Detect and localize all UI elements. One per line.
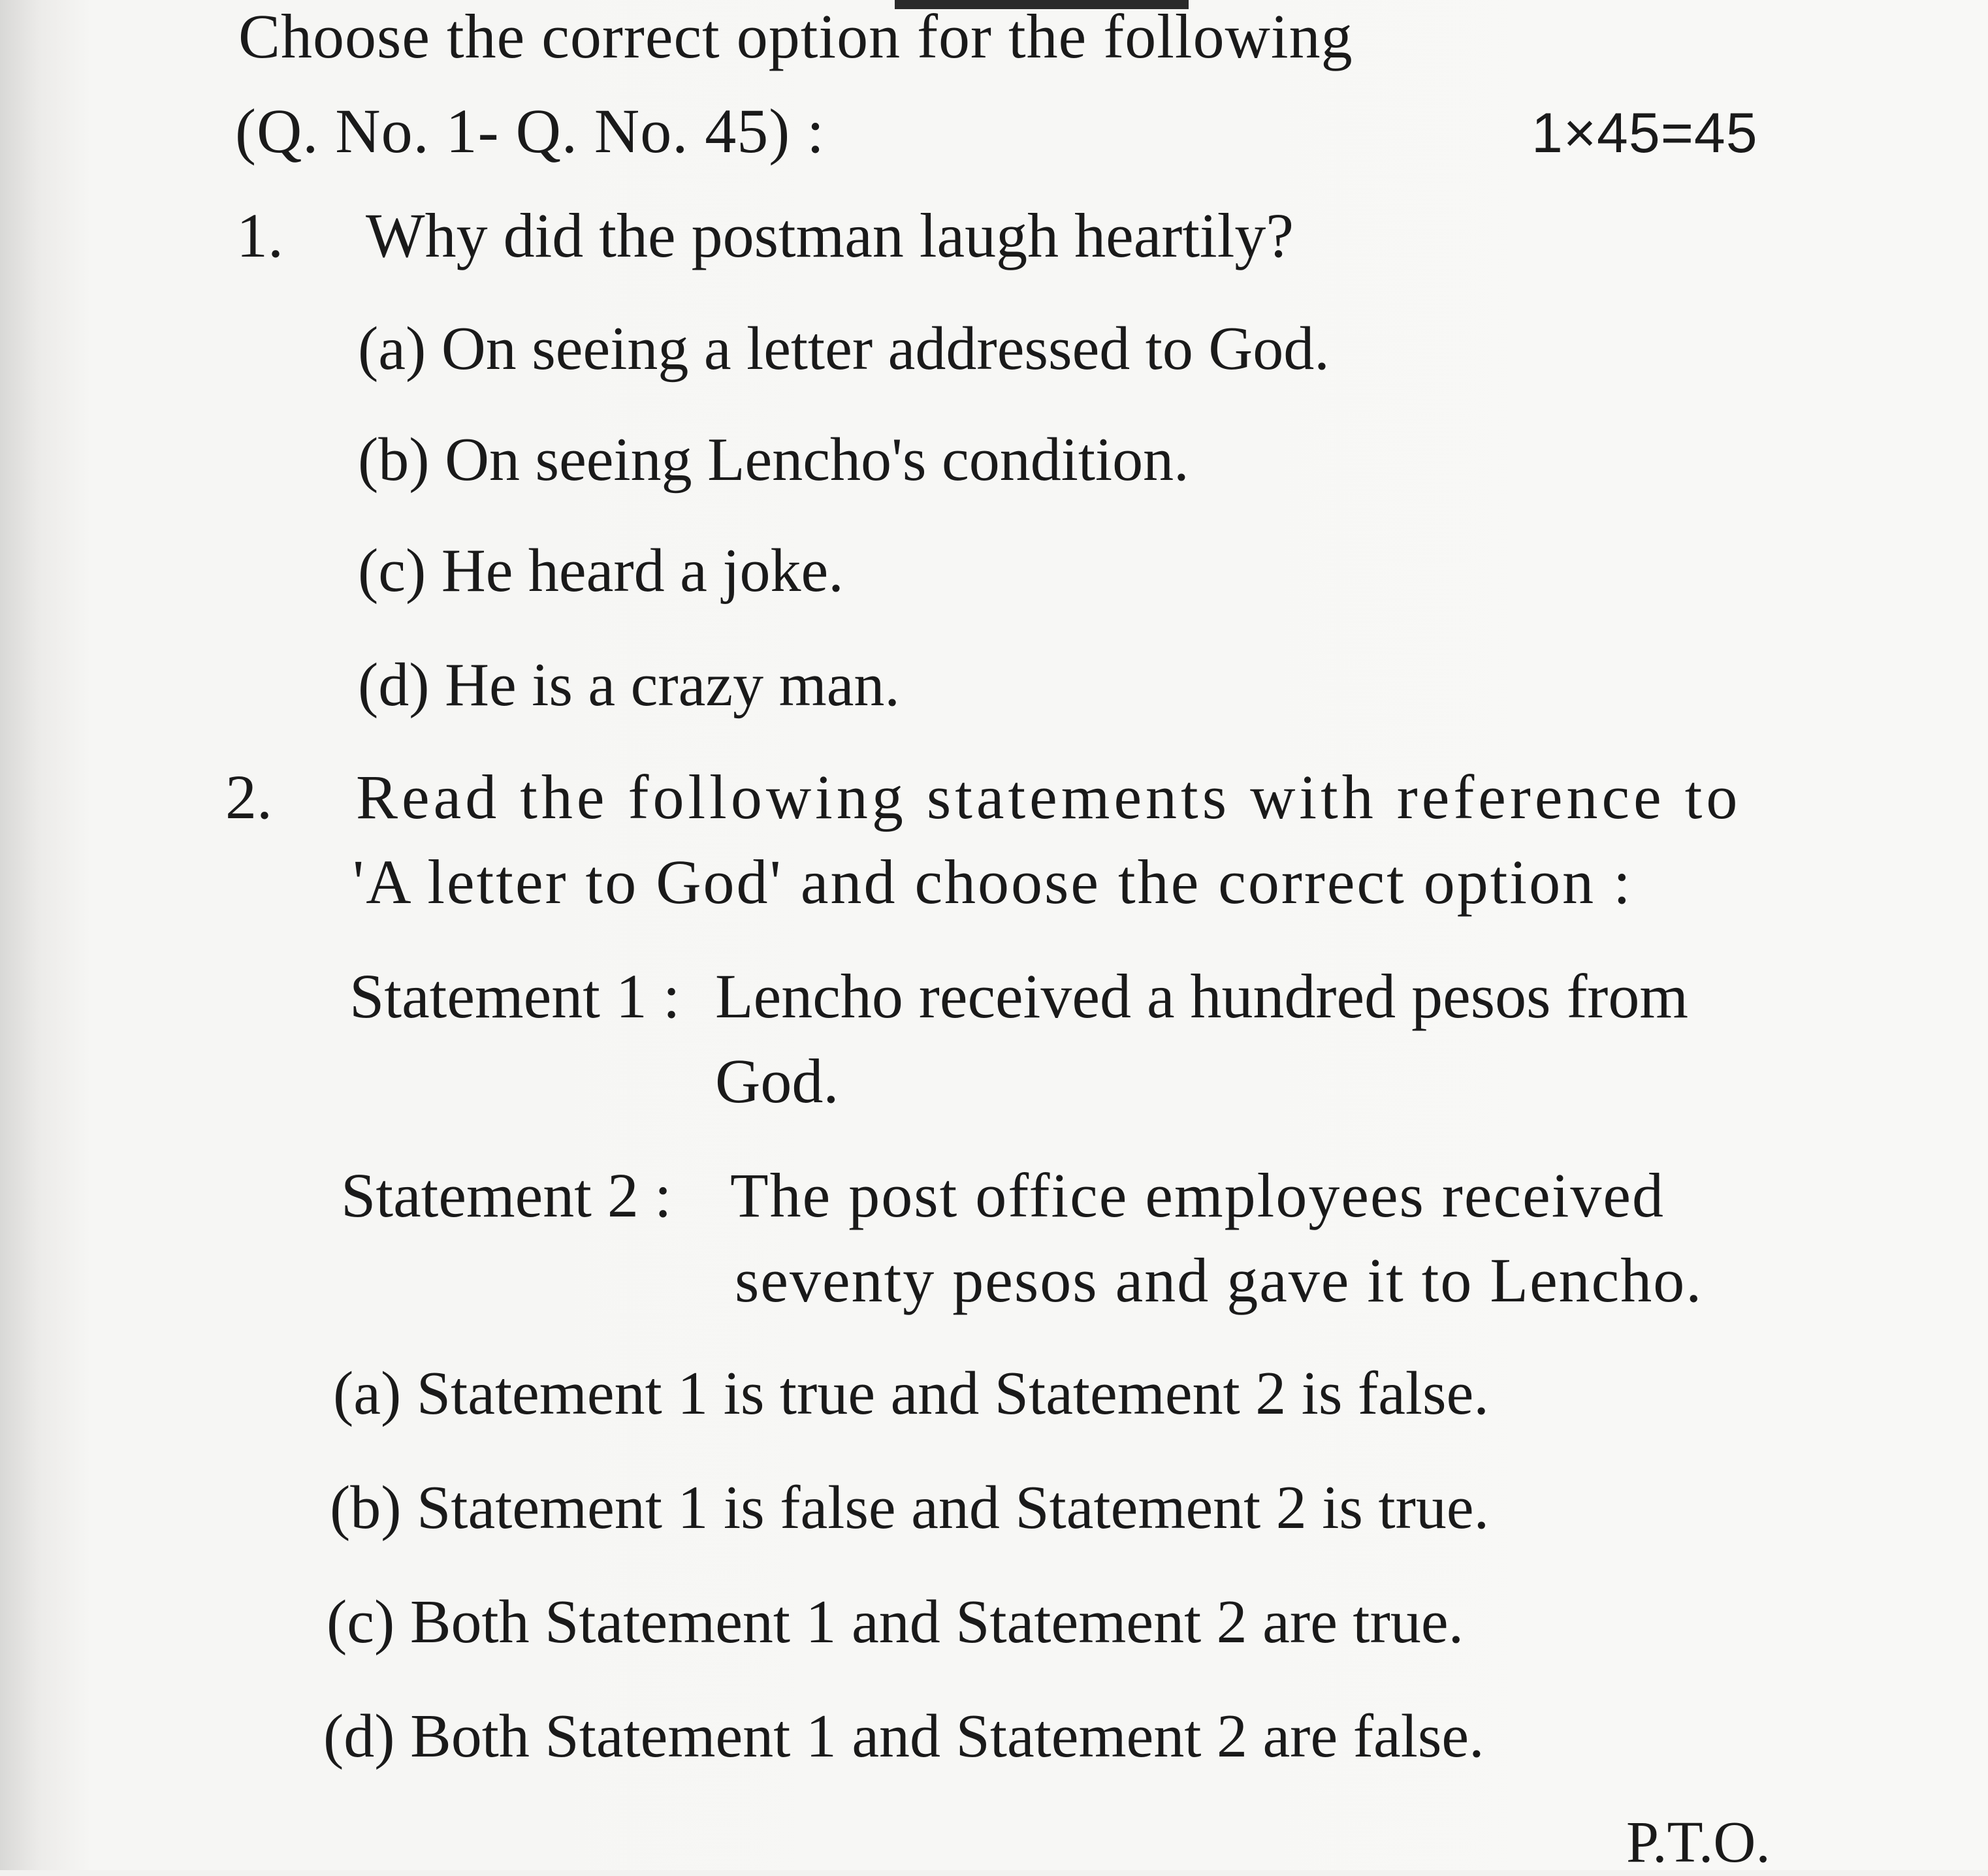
question-1-option-c: (c) He heard a joke. bbox=[358, 537, 844, 605]
instruction-line-2: (Q. No. 1- Q. No. 45) : bbox=[235, 96, 825, 166]
question-1-option-d: (d) He is a crazy man. bbox=[358, 651, 900, 719]
question-1-text: Why did the postman laugh heartily? bbox=[366, 200, 1294, 270]
question-2-text-line-2: 'A letter to God' and choose the correct option : bbox=[353, 847, 1633, 917]
statement-2-label: Statement 2 : bbox=[341, 1160, 672, 1230]
question-1-option-a: (a) On seeing a letter addressed to God. bbox=[358, 315, 1330, 383]
statement-1-label: Statement 1 : bbox=[349, 961, 681, 1031]
question-2-option-c: (c) Both Statement 1 and Statement 2 are true. bbox=[327, 1588, 1464, 1656]
question-2-number: 2. bbox=[225, 762, 272, 832]
pto-label: P.T.O. bbox=[1626, 1810, 1771, 1875]
statement-1-line-1: Lencho received a hundred pesos from bbox=[715, 961, 1689, 1031]
instruction-line-1: Choose the correct option for the following bbox=[238, 1, 1353, 71]
question-1-number: 1. bbox=[236, 200, 283, 270]
question-2-option-a: (a) Statement 1 is true and Statement 2 is false. bbox=[333, 1359, 1489, 1427]
question-2-option-b: (b) Statement 1 is false and Statement 2 is true. bbox=[330, 1474, 1490, 1542]
statement-2-line-2: seventy pesos and gave it to Lencho. bbox=[735, 1245, 1703, 1315]
statement-2-line-1: The post office employees received bbox=[730, 1160, 1665, 1230]
question-2-option-d: (d) Both Statement 1 and Statement 2 are false. bbox=[323, 1702, 1484, 1770]
marks-label: 1×45=45 bbox=[1531, 102, 1758, 165]
statement-1-line-2: God. bbox=[715, 1046, 839, 1116]
question-2-text-line-1: Read the following statements with reference to bbox=[356, 762, 1742, 832]
question-1-option-b: (b) On seeing Lencho's condition. bbox=[358, 426, 1189, 494]
